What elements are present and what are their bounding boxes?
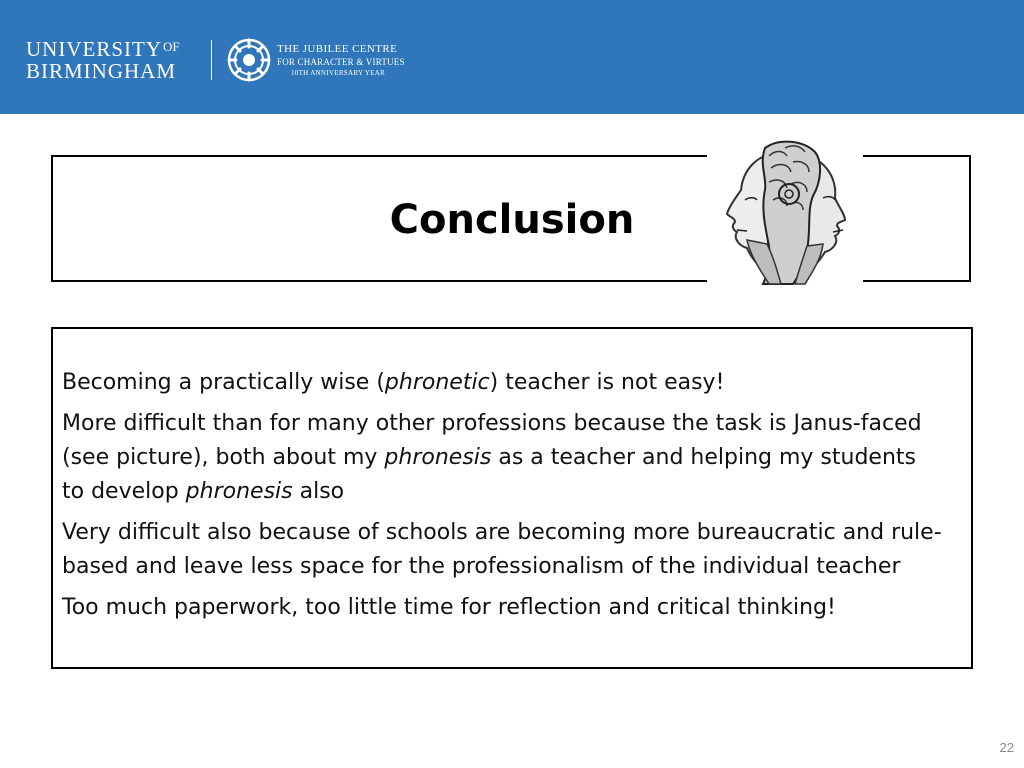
header-bar xyxy=(0,0,1024,114)
jubilee-centre-icon xyxy=(227,38,271,82)
jubilee-line2: FOR CHARACTER & VIRTUES xyxy=(277,57,405,67)
university-logo-of: OF xyxy=(163,39,180,54)
paragraph-1: Becoming a practically wise (phronetic) teacher is not easy! xyxy=(62,370,725,395)
logo-divider xyxy=(211,40,212,80)
page-title: Conclusion xyxy=(389,197,635,243)
university-logo xyxy=(26,36,180,82)
paragraph-2: More difficult than for many other professions because the task is Janus-faced (see picture), both about my phronesis as a teacher and helping my students to develop phronesis also xyxy=(62,411,922,504)
jubilee-centre-logo-text xyxy=(277,43,405,78)
jubilee-line1: THE JUBILEE CENTRE xyxy=(277,43,398,55)
paragraph-3: Very difficult also because of schools are becoming more bureaucratic and rule-based and leave less space for the professionalism of the individual teacher xyxy=(62,520,942,579)
janus-head-icon xyxy=(707,134,863,288)
page-number: 22 xyxy=(999,740,1014,755)
body-text xyxy=(62,366,942,632)
university-logo-line2: BIRMINGHAM xyxy=(26,59,177,83)
university-logo-line1: UNIVERSITY xyxy=(26,37,162,61)
paragraph-4: Too much paperwork, too little time for reflection and critical thinking! xyxy=(62,595,836,620)
jubilee-line3: 10TH ANNIVERSARY YEAR xyxy=(291,69,386,77)
